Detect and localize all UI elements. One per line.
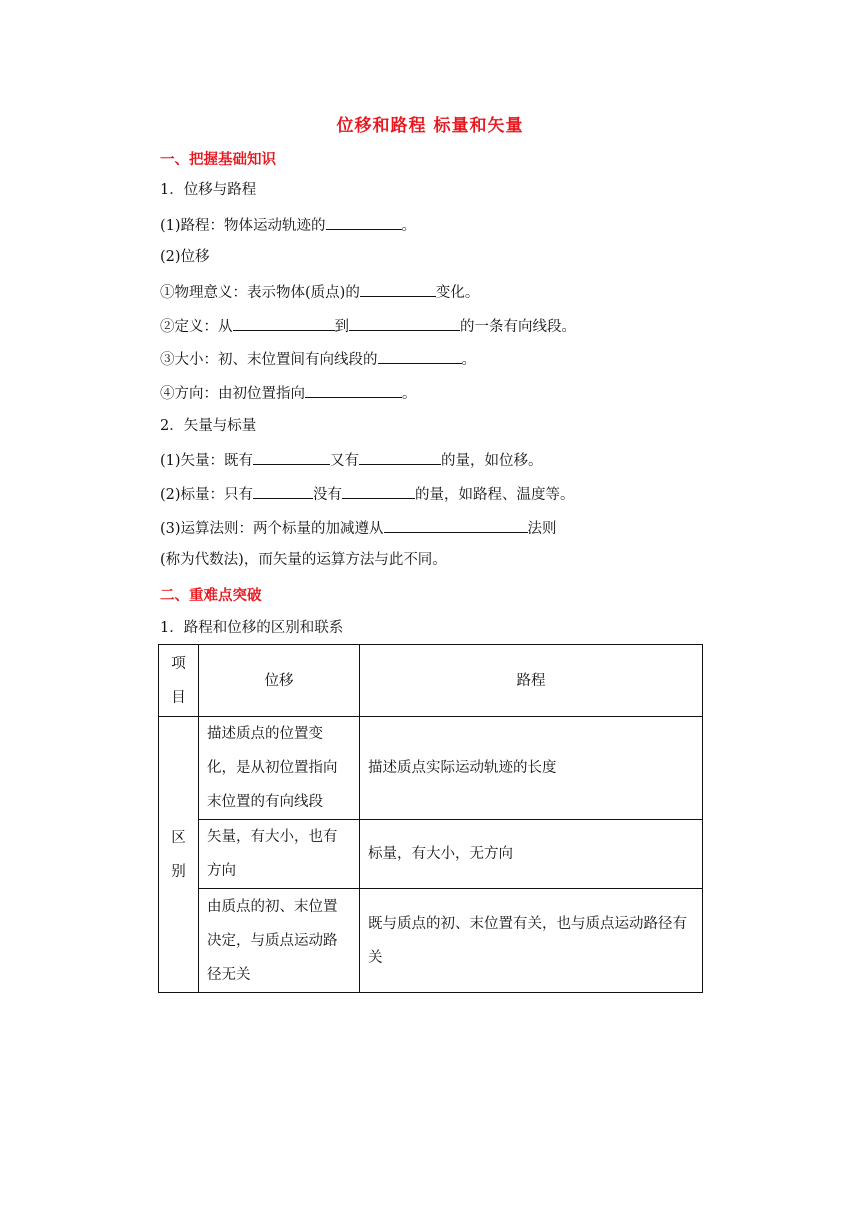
operation-rule-end: 法则	[527, 521, 557, 537]
item-difference-and-relation: 1．路程和位移的区别和联系	[160, 620, 344, 636]
item-displacement-and-path: 1．位移与路程	[160, 182, 257, 198]
displacement-meaning-line	[160, 281, 479, 303]
table-row	[159, 889, 703, 993]
path-definition-line	[160, 214, 416, 236]
fill-blank	[360, 281, 436, 297]
displacement-magnitude-text: ③大小：初、末位置间有向线段的	[160, 352, 378, 368]
vector-definition-end: 的量，如位移。	[441, 453, 543, 469]
item-vector-and-scalar: 2．矢量与标量	[160, 418, 257, 434]
fill-blank	[349, 315, 460, 331]
displacement-direction-line	[160, 382, 417, 404]
fill-blank	[253, 483, 313, 499]
header-path: 路程	[360, 645, 703, 717]
scalar-definition-end: 的量，如路程、温度等。	[415, 487, 575, 503]
fill-blank	[359, 449, 441, 465]
fill-blank	[326, 214, 402, 230]
header-displacement: 位移	[199, 645, 360, 717]
displacement-direction-end: 。	[402, 386, 417, 402]
row1-displacement: 描述质点的位置变化，是从初位置指向末位置的有向线段	[199, 717, 360, 820]
displacement-definition-mid: 到	[334, 319, 349, 335]
vector-definition-text: (1)矢量：既有	[160, 453, 254, 469]
fill-blank	[253, 449, 330, 465]
displacement-definition-text: ②定义：从	[160, 319, 233, 335]
path-definition-text: (1)路程：物体运动轨迹的	[160, 218, 326, 234]
row1-path: 描述质点实际运动轨迹的长度	[360, 717, 703, 820]
displacement-meaning-text: ①物理意义：表示物体(质点)的	[160, 285, 360, 301]
displacement-magnitude-end: 。	[461, 352, 476, 368]
vector-definition-mid: 又有	[330, 453, 360, 469]
displacement-direction-text: ④方向：由初位置指向	[160, 386, 305, 402]
fill-blank	[305, 382, 402, 398]
section-heading-key-points: 二、重难点突破	[160, 588, 262, 604]
displacement-meaning-end: 变化。	[435, 285, 480, 301]
section-heading-basics: 一、把握基础知识	[160, 152, 276, 168]
table-row	[159, 820, 703, 889]
row2-displacement: 矢量，有大小，也有方向	[199, 820, 360, 889]
operation-rule-line	[160, 517, 557, 539]
row3-displacement: 由质点的初、末位置决定，与质点运动路径无关	[199, 889, 360, 993]
displacement-definition-line	[160, 315, 576, 337]
group-label-difference: 区别	[159, 717, 199, 993]
fill-blank	[378, 348, 462, 364]
operation-rule-continuation: (称为代数法)，而矢量的运算方法与此不同。	[160, 552, 447, 568]
scalar-definition-text: (2)标量：只有	[160, 487, 254, 503]
displacement-heading: (2)位移	[160, 249, 210, 265]
path-definition-end: 。	[401, 218, 417, 234]
row2-path: 标量，有大小，无方向	[360, 820, 703, 889]
fill-blank	[233, 315, 335, 331]
fill-blank	[384, 517, 528, 533]
operation-rule-text: (3)运算法则：两个标量的加减遵从	[160, 521, 384, 537]
displacement-magnitude-line	[160, 348, 476, 370]
document-title: 位移和路程 标量和矢量	[336, 116, 524, 136]
row3-path: 既与质点的初、末位置有关，也与质点运动路径有关	[360, 889, 703, 993]
table-header-row	[159, 645, 703, 717]
table-row	[159, 717, 703, 820]
scalar-definition-mid: 没有	[313, 487, 343, 503]
comparison-table	[158, 644, 703, 993]
displacement-definition-end: 的一条有向线段。	[460, 319, 576, 335]
header-project: 项目	[159, 645, 199, 717]
vector-definition-line	[160, 449, 543, 471]
fill-blank	[342, 483, 415, 499]
scalar-definition-line	[160, 483, 575, 505]
